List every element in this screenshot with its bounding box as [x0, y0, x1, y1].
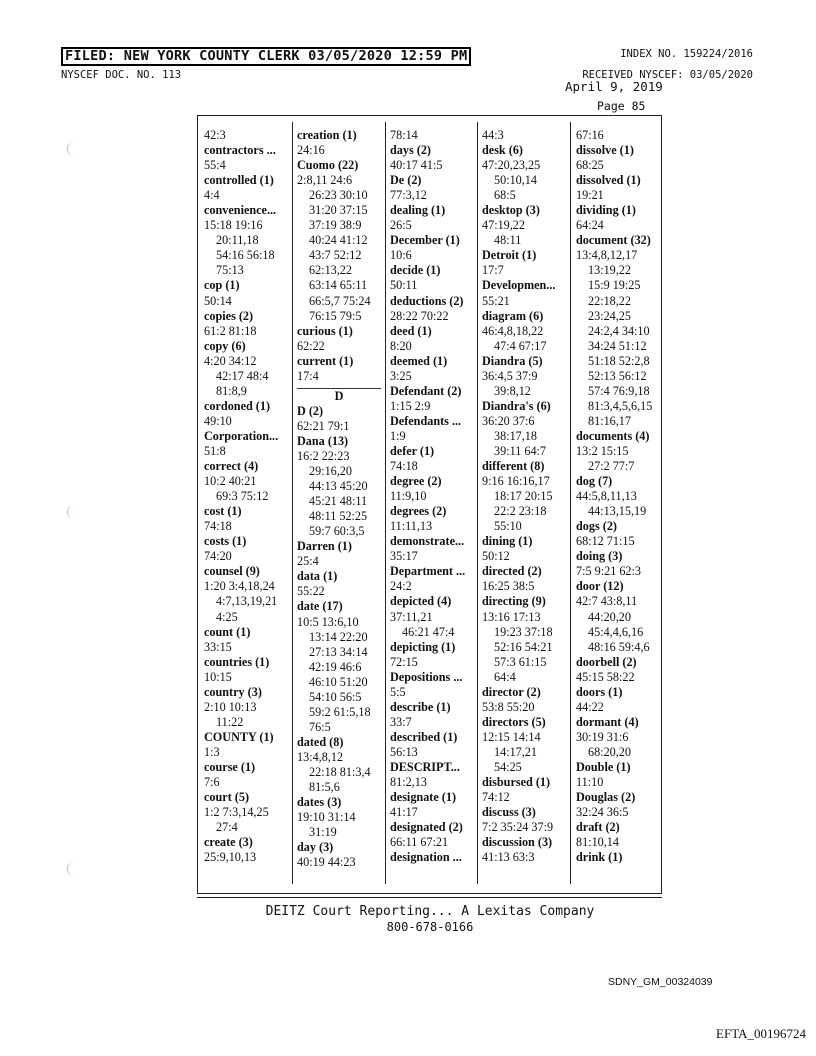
- index-locator: 44:20,20: [588, 609, 631, 624]
- index-locator: 59:7 60:3,5: [309, 524, 365, 539]
- index-locator: 36:20 37:6: [482, 413, 535, 428]
- index-locator: 7:2 35:24 37:9: [482, 820, 554, 835]
- index-locator: 23:24,25: [588, 308, 631, 323]
- index-term: directors (5): [482, 714, 546, 729]
- index-locator: 42:17 48:4: [216, 368, 269, 383]
- scan-mark: [67, 505, 76, 519]
- index-term: drink (1): [576, 850, 623, 865]
- index-locator: 76:5: [309, 719, 331, 734]
- index-term: designate (1): [390, 790, 457, 805]
- footer-phone: 800-678-0166: [386, 920, 474, 934]
- index-locator: 10:15: [204, 669, 232, 684]
- index-locator: 74:18: [390, 459, 418, 474]
- index-locator: 15:18 19:16: [204, 218, 263, 233]
- index-locator: 4:20 34:12: [204, 353, 257, 368]
- index-term: depicted (4): [390, 594, 452, 609]
- index-locator: 44:5,8,11,13: [576, 489, 637, 504]
- index-locator: 45:4,4,6,16: [588, 624, 644, 639]
- index-locator: 48:11 52:25: [309, 509, 368, 524]
- index-locator: 50:14: [204, 293, 232, 308]
- index-locator: 37:11,21: [390, 609, 433, 624]
- index-locator: 22:18 81:3,4: [309, 764, 371, 779]
- index-locator: 20:11,18: [216, 233, 259, 248]
- index-locator: 45:21 48:11: [309, 494, 368, 509]
- index-locator: 64:4: [494, 669, 516, 684]
- index-locator-continued: 42:3: [204, 128, 226, 142]
- index-locator: 29:16,20: [309, 464, 352, 479]
- index-locator: 57:3 61:15: [494, 654, 547, 669]
- index-term: convenience...: [204, 203, 277, 218]
- index-number: INDEX NO. 159224/2016: [620, 48, 753, 60]
- index-term: Defendants ...: [390, 413, 462, 428]
- index-term: court (5): [204, 790, 250, 805]
- index-term: dated (8): [297, 734, 344, 749]
- index-term: disbursed (1): [482, 775, 551, 790]
- index-locator: 51:8: [204, 443, 226, 458]
- index-locator: 27:4: [216, 820, 238, 835]
- nyscef-doc-number: NYSCEF DOC. NO. 113: [61, 69, 182, 81]
- index-locator: 4:25: [216, 609, 238, 624]
- index-locator: 50:10,14: [494, 173, 537, 188]
- index-locator: 17:4: [297, 368, 319, 383]
- index-term: dealing (1): [390, 203, 446, 218]
- index-locator: 47:19,22: [482, 218, 525, 233]
- index-locator: 55:10: [494, 519, 522, 534]
- index-locator: 27:2 77:7: [588, 459, 635, 474]
- index-locator: 81:3,4,5,6,15: [588, 398, 653, 413]
- index-locator: 39:11 64:7: [494, 443, 547, 458]
- index-term: depicting (1): [390, 639, 456, 654]
- index-term: days (2): [390, 143, 431, 158]
- index-locator: 40:24 41:12: [309, 233, 368, 248]
- index-locator: 4:4: [204, 188, 220, 203]
- scan-mark: [67, 142, 76, 156]
- index-column-3: [390, 128, 474, 865]
- index-locator: 1:3: [204, 744, 220, 759]
- index-locator: 46:21 47:4: [402, 624, 455, 639]
- column-divider: [385, 122, 386, 884]
- index-locator: 54:10 56:5: [309, 689, 362, 704]
- index-term: draft (2): [576, 820, 620, 835]
- index-locator: 68:12 71:15: [576, 534, 635, 549]
- index-term: described (1): [390, 729, 458, 744]
- index-locator: 2:8,11 24:6: [297, 173, 353, 188]
- index-locator: 40:17 41:5: [390, 158, 443, 173]
- index-locator: 56:13: [390, 744, 418, 759]
- index-locator: 42:7 43:8,11: [576, 594, 638, 609]
- index-locator: 1:15 2:9: [390, 398, 431, 413]
- index-locator: 11:11,13: [390, 519, 433, 534]
- index-locator: 5:5: [390, 684, 406, 699]
- index-locator: 44:3: [482, 128, 504, 142]
- index-locator: 33:15: [204, 639, 232, 654]
- index-term: Double (1): [576, 759, 631, 774]
- index-term: door (12): [576, 579, 624, 594]
- index-locator: 38:17,18: [494, 428, 537, 443]
- index-locator: 7:6: [204, 775, 220, 790]
- index-locator: 54:25: [494, 759, 522, 774]
- index-term: DESCRIPT...: [390, 759, 460, 774]
- index-locator: 1:2 7:3,14,25: [204, 805, 269, 820]
- index-term: desk (6): [482, 143, 523, 158]
- index-locator: 12:15 14:14: [482, 729, 541, 744]
- index-locator: 52:13 56:12: [588, 368, 647, 383]
- index-term: dog (7): [576, 474, 613, 489]
- index-locator: 64:24: [576, 218, 604, 233]
- index-locator: 81:8,9: [216, 383, 247, 398]
- index-locator: 43:7 52:12: [309, 248, 362, 263]
- index-term: defer (1): [390, 443, 435, 458]
- index-locator: 26:23 30:10: [309, 188, 368, 203]
- index-term: discuss (3): [482, 805, 536, 820]
- index-term: Dana (13): [297, 433, 349, 448]
- index-locator: 1:20 3:4,18,24: [204, 579, 275, 594]
- index-locator: 75:13: [216, 263, 244, 278]
- index-locator: 62:13,22: [309, 263, 352, 278]
- index-term: directed (2): [482, 564, 542, 579]
- index-term: Cuomo (22): [297, 158, 359, 173]
- index-locator: 55:21: [482, 293, 510, 308]
- transcript-date: April 9, 2019: [565, 79, 663, 94]
- index-locator: 63:14 65:11: [309, 278, 368, 293]
- index-locator: 47:4 67:17: [494, 338, 547, 353]
- index-term: doors (1): [576, 684, 623, 699]
- index-term: desktop (3): [482, 203, 540, 218]
- index-term: Department ...: [390, 564, 466, 579]
- index-locator: 68:25: [576, 158, 604, 173]
- index-term: different (8): [482, 459, 545, 474]
- index-term: COUNTY (1): [204, 729, 274, 744]
- index-locator: 61:2 81:18: [204, 323, 257, 338]
- index-term: dissolved (1): [576, 173, 641, 188]
- index-locator: 76:15 79:5: [309, 308, 362, 323]
- index-term: course (1): [204, 759, 256, 774]
- index-term: degree (2): [390, 474, 442, 489]
- index-locator: 18:17 20:15: [494, 489, 553, 504]
- index-locator: 62:22: [297, 338, 325, 353]
- index-locator: 40:19 44:23: [297, 855, 356, 870]
- index-term: current (1): [297, 353, 354, 368]
- index-locator: 33:7: [390, 714, 412, 729]
- index-locator: 2:10 10:13: [204, 699, 257, 714]
- index-locator: 42:19 46:6: [309, 659, 362, 674]
- received-stamp: RECEIVED NYSCEF: 03/05/2020: [582, 69, 753, 81]
- index-locator: 66:11 67:21: [390, 835, 449, 850]
- index-term: creation (1): [297, 128, 357, 142]
- index-locator: 28:22 70:22: [390, 308, 449, 323]
- index-locator: 4:7,13,19,21: [216, 594, 278, 609]
- index-term: directing (9): [482, 594, 546, 609]
- index-locator-continued: 67:16: [576, 128, 604, 142]
- index-locator: 10:5 13:6,10: [297, 614, 359, 629]
- index-locator: 26:5: [390, 218, 412, 233]
- index-term: deed (1): [390, 323, 432, 338]
- index-locator: 68:5: [494, 188, 516, 203]
- index-term: Darren (1): [297, 539, 352, 554]
- index-locator: 81:10,14: [576, 835, 619, 850]
- index-term: contractors ...: [204, 143, 276, 158]
- index-locator: 55:4: [204, 158, 226, 173]
- index-term: curious (1): [297, 323, 353, 338]
- index-term: cop (1): [204, 278, 240, 293]
- index-locator: 14:17,21: [494, 744, 537, 759]
- index-locator: 59:2 61:5,18: [309, 704, 371, 719]
- index-term: dogs (2): [576, 519, 617, 534]
- index-locator: 15:9 19:25: [588, 278, 641, 293]
- index-term: demonstrate...: [390, 534, 465, 549]
- index-locator: 52:16 54:21: [494, 639, 553, 654]
- index-locator: 44:13,15,19: [588, 504, 647, 519]
- index-locator: 44:13 45:20: [309, 479, 368, 494]
- index-locator: 13:16 17:13: [482, 609, 541, 624]
- index-term: cost (1): [204, 504, 242, 519]
- index-locator: 3:25: [390, 368, 412, 383]
- index-locator: 74:20: [204, 549, 232, 564]
- index-locator: 24:2: [390, 579, 412, 594]
- index-term: counsel (9): [204, 564, 260, 579]
- index-term: director (2): [482, 684, 541, 699]
- index-locator: 49:10: [204, 413, 232, 428]
- index-term: Diandra (5): [482, 353, 543, 368]
- index-locator: 66:5,7 75:24: [309, 293, 371, 308]
- index-term: designated (2): [390, 820, 463, 835]
- index-locator: 51:18 52:2,8: [588, 353, 650, 368]
- index-locator: 19:21: [576, 188, 604, 203]
- scan-mark: [67, 862, 76, 876]
- index-term: data (1): [297, 569, 338, 584]
- index-term: date (17): [297, 599, 343, 614]
- index-column-5: [576, 128, 660, 865]
- index-term: Depositions ...: [390, 669, 463, 684]
- index-term: Douglas (2): [576, 790, 636, 805]
- index-locator: 81:2,13: [390, 775, 427, 790]
- index-locator: 68:20,20: [588, 744, 631, 759]
- index-locator: 11:10: [576, 775, 604, 790]
- index-locator: 57:4 76:9,18: [588, 383, 650, 398]
- index-locator: 24:16: [297, 143, 325, 158]
- index-locator: 41:17: [390, 805, 418, 820]
- index-locator: 48:16 59:4,6: [588, 639, 650, 654]
- index-term: dissolve (1): [576, 143, 634, 158]
- index-column-1: [204, 128, 288, 865]
- index-term: documents (4): [576, 428, 650, 443]
- index-term: doorbell (2): [576, 654, 637, 669]
- index-locator: 41:13 63:3: [482, 850, 535, 865]
- index-term: dates (3): [297, 795, 342, 810]
- index-locator: 22:18,22: [588, 293, 631, 308]
- column-divider: [477, 122, 478, 884]
- index-term: copy (6): [204, 338, 246, 353]
- index-locator: 13:14 22:20: [309, 629, 368, 644]
- index-term: doing (3): [576, 549, 623, 564]
- index-term: diagram (6): [482, 308, 544, 323]
- index-locator: 25:9,10,13: [204, 850, 257, 865]
- index-term: country (3): [204, 684, 262, 699]
- efta-number: EFTA_00196724: [716, 1026, 806, 1041]
- index-locator: 16:2 22:23: [297, 448, 350, 463]
- index-term: create (3): [204, 835, 253, 850]
- index-column-4: [482, 128, 566, 865]
- column-divider: [570, 122, 571, 884]
- index-locator: 35:17: [390, 549, 418, 564]
- index-locator: 7:5 9:21 62:3: [576, 564, 642, 579]
- page-number: Page 85: [597, 99, 646, 113]
- index-locator: 1:9: [390, 428, 406, 443]
- filed-stamp: FILED: NEW YORK COUNTY CLERK 03/05/2020 12:59 PM: [61, 47, 471, 66]
- index-locator: 53:8 55:20: [482, 699, 535, 714]
- index-locator: 13:4,8,12,17: [576, 248, 638, 263]
- index-locator: 74:18: [204, 519, 232, 534]
- index-term: De (2): [390, 173, 422, 188]
- index-locator-continued: 78:14: [390, 128, 418, 142]
- index-locator: 8:20: [390, 338, 412, 353]
- index-term: Detroit (1): [482, 248, 537, 263]
- index-term: deemed (1): [390, 353, 448, 368]
- index-term: controlled (1): [204, 173, 274, 188]
- index-locator: 9:16 16:16,17: [482, 474, 550, 489]
- bates-number: SDNY_GM_00324039: [608, 976, 713, 988]
- index-term: costs (1): [204, 534, 247, 549]
- index-term: count (1): [204, 624, 251, 639]
- index-locator: 31:19: [309, 825, 337, 840]
- index-locator: 77:3,12: [390, 188, 427, 203]
- index-locator: 25:4: [297, 554, 319, 569]
- index-locator: 62:21 79:1: [297, 418, 350, 433]
- index-locator: 44:22: [576, 699, 604, 714]
- index-locator: 22:2 23:18: [494, 504, 547, 519]
- index-locator: 19:10 31:14: [297, 810, 356, 825]
- index-locator: 13:19,22: [588, 263, 631, 278]
- index-term: deductions (2): [390, 293, 464, 308]
- index-term: countries (1): [204, 654, 270, 669]
- index-locator: 81:5,6: [309, 780, 340, 795]
- index-term: day (3): [297, 840, 334, 855]
- index-term: document (32): [576, 233, 651, 248]
- index-locator: 16:25 38:5: [482, 579, 535, 594]
- index-term: Developmen...: [482, 278, 556, 293]
- index-locator: 50:11: [390, 278, 418, 293]
- index-locator: 30:19 31:6: [576, 729, 629, 744]
- index-locator: 36:4,5 37:9: [482, 368, 538, 383]
- index-term: decide (1): [390, 263, 441, 278]
- index-term: describe (1): [390, 699, 451, 714]
- index-locator: 34:24 51:12: [588, 338, 647, 353]
- index-locator: 69:3 75:12: [216, 489, 269, 504]
- index-locator: 31:20 37:15: [309, 203, 368, 218]
- section-letter: D: [334, 388, 344, 403]
- index-locator: 50:12: [482, 549, 510, 564]
- index-locator: 55:22: [297, 584, 325, 599]
- index-term: correct (4): [204, 459, 259, 474]
- index-locator: 19:23 37:18: [494, 624, 553, 639]
- index-table-bottom-rule: [197, 897, 662, 898]
- index-term: dining (1): [482, 534, 533, 549]
- index-column-2: [297, 128, 381, 870]
- index-locator: 10:6: [390, 248, 412, 263]
- index-locator: 27:13 34:14: [309, 644, 368, 659]
- index-locator: 13:4,8,12: [297, 749, 344, 764]
- index-locator: 72:15: [390, 654, 418, 669]
- footer-company: DEITZ Court Reporting... A Lexitas Company: [265, 904, 595, 919]
- index-locator: 11:9,10: [390, 489, 427, 504]
- index-locator: 24:2,4 34:10: [588, 323, 650, 338]
- index-locator: 74:12: [482, 790, 510, 805]
- index-term: Defendant (2): [390, 383, 462, 398]
- index-locator: 32:24 36:5: [576, 805, 629, 820]
- index-locator: 39:8,12: [494, 383, 531, 398]
- index-locator: 46:10 51:20: [309, 674, 368, 689]
- index-locator: 10:2 40:21: [204, 474, 257, 489]
- index-term: dividing (1): [576, 203, 636, 218]
- index-term: dormant (4): [576, 714, 639, 729]
- index-term: Diandra's (6): [482, 398, 551, 413]
- index-locator: 13:2 15:15: [576, 443, 629, 458]
- index-term: discussion (3): [482, 835, 553, 850]
- index-locator: 46:4,8,18,22: [482, 323, 544, 338]
- index-locator: 48:11: [494, 233, 522, 248]
- index-locator: 11:22: [216, 714, 244, 729]
- index-term: copies (2): [204, 308, 254, 323]
- index-term: designation ...: [390, 850, 462, 865]
- index-term: cordoned (1): [204, 398, 271, 413]
- index-term: Corporation...: [204, 428, 279, 443]
- index-locator: 45:15 58:22: [576, 669, 635, 684]
- index-locator: 47:20,23,25: [482, 158, 541, 173]
- column-divider: [292, 122, 293, 884]
- index-term: December (1): [390, 233, 460, 248]
- index-term: degrees (2): [390, 504, 447, 519]
- index-locator: 54:16 56:18: [216, 248, 275, 263]
- index-locator: 17:7: [482, 263, 504, 278]
- index-locator: 37:19 38:9: [309, 218, 362, 233]
- index-term: D (2): [297, 403, 324, 418]
- index-locator: 81:16,17: [588, 413, 631, 428]
